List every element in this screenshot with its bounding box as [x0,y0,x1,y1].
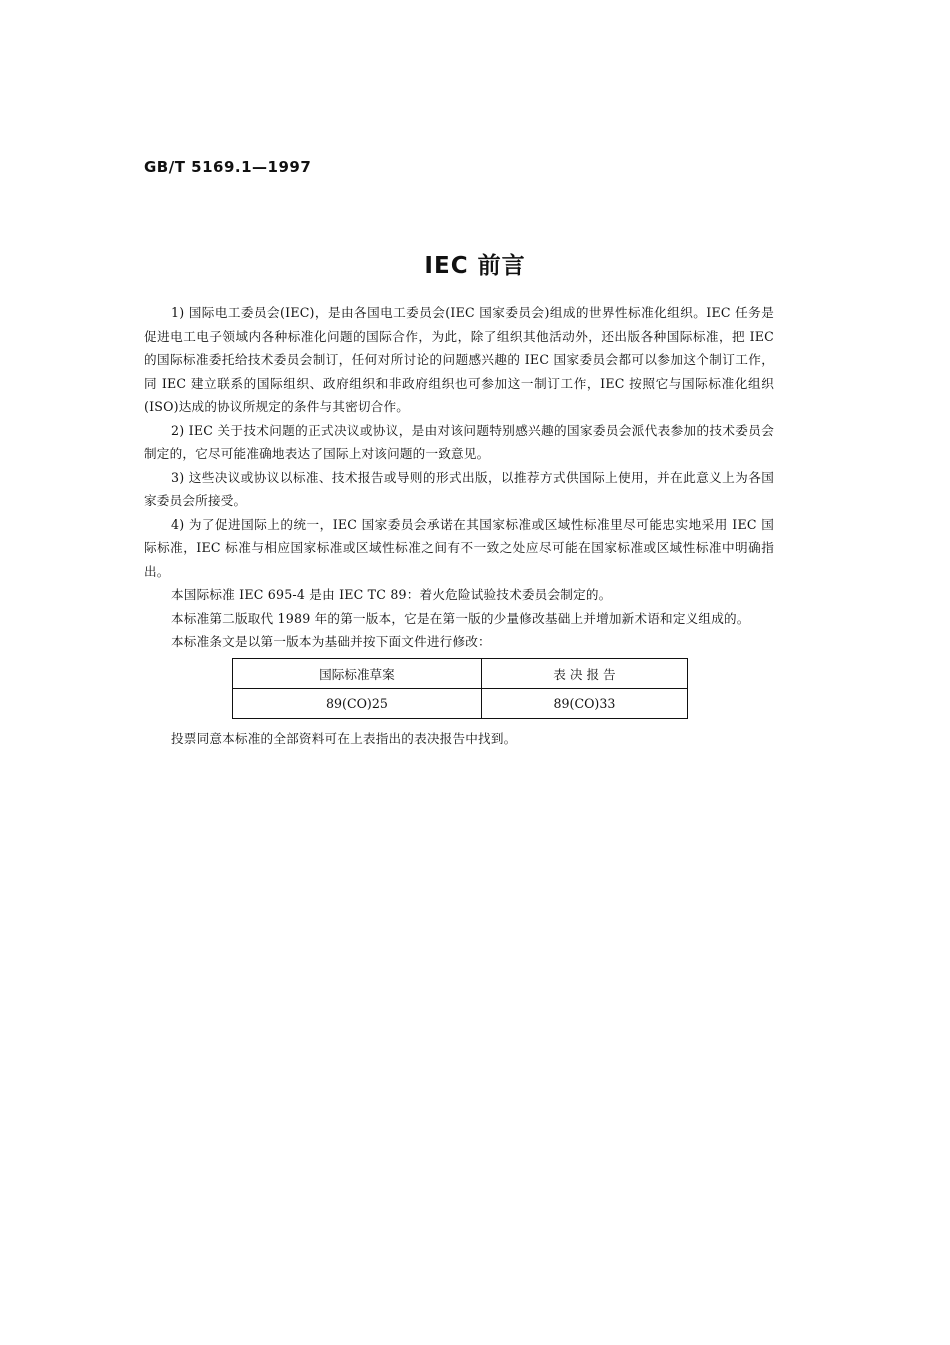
paragraph-7: 本标准条文是以第一版本为基础并按下面文件进行修改： [171,634,491,649]
header-vote-report: 表 决 报 告 [481,658,687,688]
header-draft: 国际标准草案 [233,658,482,688]
document-body [144,301,774,750]
vote-table [232,658,688,719]
vote-table-wrapper [232,658,688,719]
standard-code: GB/T 5169.1—1997 [144,158,312,176]
paragraph-4: 4) 为了促进国际上的统一，IEC 国家委员会承诺在其国家标准或区域性标准里尽可能忠实地采用 IEC 国际标准，IEC 标准与相应国家标准或区域性标准之间有不一致之处应尽可能在国家标准或区域性标准中明确指出。 [144,516,774,579]
paragraph-5: 本国际标准 IEC 695-4 是由 IEC TC 89：着火危险试验技术委员会制定的。 [171,587,612,602]
paragraph-3: 3) 这些决议或协议以标准、技术报告或导则的形式出版，以推荐方式供国际上使用，并在此意义上为各国家委员会所接受。 [144,469,774,508]
cell-draft: 89(CO)25 [233,688,482,718]
closing-paragraph: 投票同意本标准的全部资料可在上表指出的表决报告中找到。 [171,730,517,746]
cell-vote-report: 89(CO)33 [481,688,687,718]
page-title: IEC 前言 [424,253,526,279]
table-row [233,688,688,718]
paragraph-2: 2) IEC 关于技术问题的正式决议或协议，是由对该问题特别感兴趣的国家委员会派代表参加的技术委员会制定的，它尽可能准确地表达了国际上对该问题的一致意见。 [144,422,774,461]
paragraph-6: 本标准第二版取代 1989 年的第一版本，它是在第一版的少量修改基础上并增加新术语和定义组成的。 [171,610,750,626]
paragraph-1: 1) 国际电工委员会(IEC)，是由各国电工委员会(IEC 国家委员会)组成的世界性标准化组织。IEC 任务是促进电工电子领域内各种标准化问题的国际合作，为此，除了组织其他活动外，还出版各种国际标准，把 IEC 的国际标准委托给技术委员会制订，任何对所讨论的问题感兴趣的 IEC 国家委员会都可以参加这个制订工作，同 IEC 建立联系的国际组织、政府组织和非政府组织也可参加这一制订工作，IEC 按照它与国际标准化组织(ISO)达成的协议所规定的条件与其密切合作。 [144,305,775,414]
table-header-row [233,658,688,688]
